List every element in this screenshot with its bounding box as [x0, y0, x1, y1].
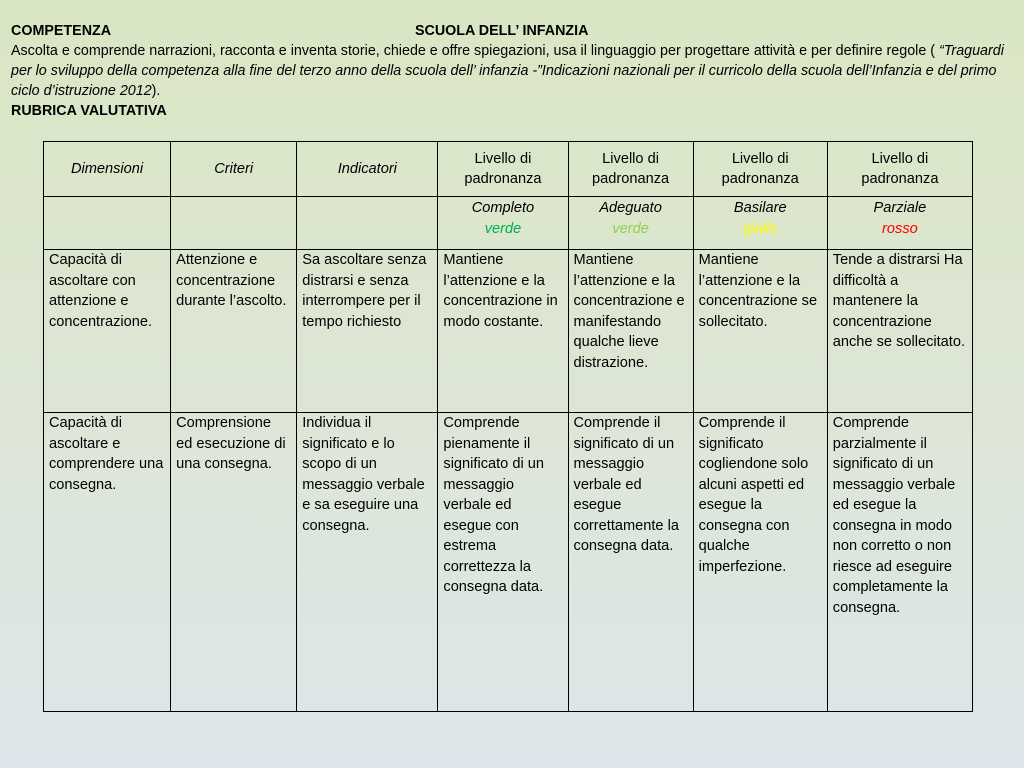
level-basilare — [693, 197, 827, 250]
level-name: Adeguato — [599, 200, 662, 216]
competence-description — [11, 41, 1011, 101]
level-name: Parziale — [873, 200, 927, 216]
competenza-label: COMPETENZA — [11, 23, 112, 39]
table-row — [44, 413, 973, 712]
empty-cell — [44, 197, 171, 250]
level-name: Basilare — [733, 200, 787, 216]
cell-criterio: Attenzione e concentrazione durante l’ascolto. — [171, 250, 297, 413]
header-title-row — [11, 21, 1011, 41]
level-name: Completo — [471, 200, 535, 216]
level-color-word: rosso — [882, 220, 918, 237]
level-adeguato — [568, 197, 693, 250]
level-parziale — [827, 197, 972, 250]
cell-adeguato: Mantiene l’attenzione e la concentrazione e manifestando qualche lieve distrazione. — [568, 250, 693, 413]
cell-basilare: Comprende il significato cogliendone solo alcuni aspetti ed esegue la consegna con qualche imperfezione. — [693, 413, 827, 712]
empty-cell — [297, 197, 438, 250]
cell-criterio: Comprensione ed esecuzione di una consegna. — [171, 413, 297, 712]
level-row — [44, 197, 973, 250]
column-header-livello-2: Livello di padronanza — [568, 142, 693, 197]
cell-adeguato: Comprende il significato di un messaggio verbale ed esegue correttamente la consegna data. — [568, 413, 693, 712]
table-row — [44, 250, 973, 413]
column-header-dimensioni: Dimensioni — [44, 142, 171, 197]
cell-indicatore: Sa ascoltare senza distrarsi e senza interrompere per il tempo richiesto — [297, 250, 438, 413]
description-end: ). — [151, 83, 161, 99]
cell-basilare: Mantiene l’attenzione e la concentrazione se sollecitato. — [693, 250, 827, 413]
cell-dimensione: Capacità di ascoltare e comprendere una consegna. — [44, 413, 171, 712]
description-citation: “Traguardi per lo sviluppo della competenza alla fine del terzo anno della scuola dell’ infanzia -”Indicazioni nazionali per il curricolo della scuola dell’Infanzia e del primo ciclo d’istruzione 2012 — [11, 43, 1004, 99]
level-completo — [438, 197, 568, 250]
column-header-livello-3: Livello di padronanza — [693, 142, 827, 197]
level-color-word: giallo — [743, 220, 778, 237]
cell-completo: Mantiene l’attenzione e la concentrazione in modo costante. — [438, 250, 568, 413]
cell-dimensione: Capacità di ascoltare con attenzione e concentrazione. — [44, 250, 171, 413]
rubric-table — [43, 141, 973, 712]
cell-completo: Comprende pienamente il significato di un messaggio verbale ed esegue con estrema correttezza la consegna data. — [438, 413, 568, 712]
column-header-criteri: Criteri — [171, 142, 297, 197]
rubric-title: RUBRICA VALUTATIVA — [11, 103, 167, 119]
column-header-livello-4: Livello di padronanza — [827, 142, 972, 197]
school-label: SCUOLA DELL’ INFANZIA — [415, 23, 589, 39]
document-header — [11, 21, 1011, 121]
cell-parziale: Tende a distrarsi Ha difficoltà a mantenere la concentrazione anche se sollecitato. — [827, 250, 972, 413]
description-text: Ascolta e comprende narrazioni, racconta e inventa storie, chiede e offre spiegazioni, usa il linguaggio per progettare attività e per definire regole ( — [11, 43, 939, 59]
empty-cell — [171, 197, 297, 250]
level-color-word: verde — [612, 220, 649, 237]
cell-parziale: Comprende parzialmente il significato di un messaggio verbale ed esegue la consegna in modo non corretto o non riesce ad eseguire completamente la consegna. — [827, 413, 972, 712]
header-row — [44, 142, 973, 197]
column-header-livello-1: Livello di padronanza — [438, 142, 568, 197]
cell-indicatore: Individua il significato e lo scopo di un messaggio verbale e sa eseguire una consegna. — [297, 413, 438, 712]
column-header-indicatori: Indicatori — [297, 142, 438, 197]
level-color-word: verde — [484, 220, 522, 237]
